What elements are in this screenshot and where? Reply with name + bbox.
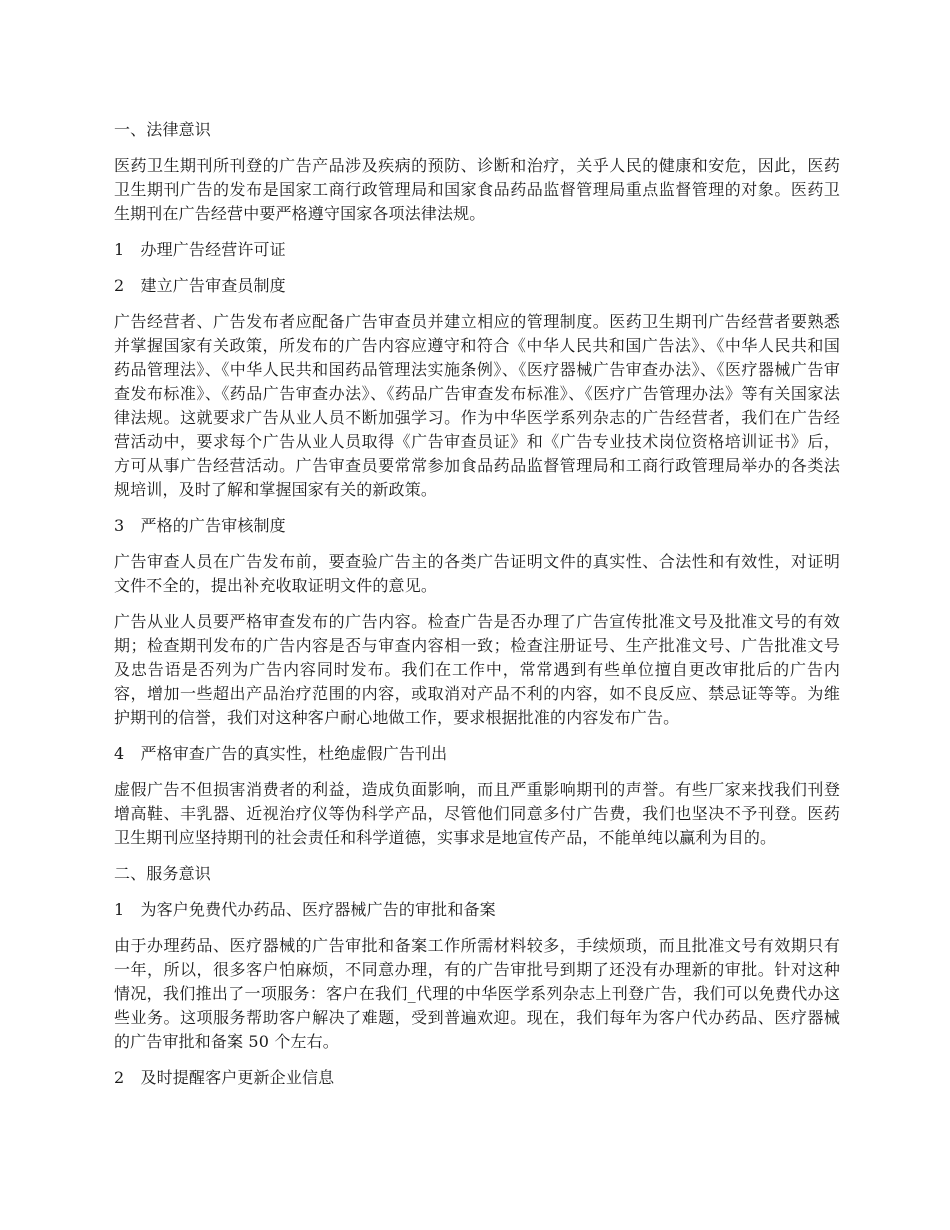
section-heading-service-awareness: 二、服务意识 [114, 864, 211, 883]
subheading-license: 1 办理广告经营许可证 [114, 240, 286, 259]
paragraph-intro: 医药卫生期刊所刊登的广告产品涉及疾病的预防、诊断和治疗，关乎人民的健康和安危，因此，医药卫生期刊广告的发布是国家工商行政管理局和国家食品药品监督管理局重点监督管理的对象。医药卫生期刊在广告经营中要严格遵守国家各项法律法规。 [114, 156, 840, 223]
subheading-review-process: 3 严格的广告审核制度 [114, 516, 286, 535]
subheading-authenticity: 4 严格审查广告的真实性，杜绝虚假广告刊出 [114, 744, 448, 763]
paragraph-free-approval: 由于办理药品、医疗器械的广告审批和备案工作所需材料较多，手续烦琐，而且批准文号有效期只有一年，所以，很多客户怕麻烦，不同意办理，有的广告审批号到期了还没有办理新的审批。针对这种情况，我们推出了一项服务：客户在我们_代理的中华医学系列杂志上刊登广告，我们可以免费代办这些业务。这项服务帮助客户解决了难题，受到普遍欢迎。现在，我们每年为客户代办药品、医疗器械的广告审批和备案 50 个左右。 [114, 936, 840, 1051]
paragraph-reviewer-system: 广告经营者、广告发布者应配备广告审查员并建立相应的管理制度。医药卫生期刊广告经营者要熟悉并掌握国家有关政策，所发布的广告内容应遵守和符合《中华人民共和国广告法》、《中华人民共和国药品管理法》、《中华人民共和国药品管理法实施条例》、《医疗器械广告审查办法》、《医疗器械广告审查发布标准》、《药品广告审查办法》、《药品广告审查发布标准》、《医疗广告管理办法》等有关国家法律法规。这就要求广告从业人员不断加强学习。作为中华医学系列杂志的广告经营者，我们在广告经营活动中，要求每个广告从业人员取得《广告审查员证》和《广告专业技术岗位资格培训证书》后，方可从事广告经营活动。广告审查员要常常参加食品药品监督管理局和工商行政管理局举办的各类法规培训，及时了解和掌握国家有关的新政策。 [114, 312, 840, 499]
section-heading-legal-awareness: 一、法律意识 [114, 120, 211, 139]
paragraph-authenticity: 虚假广告不但损害消费者的利益，造成负面影响，而且严重影响期刊的声誉。有些厂家来找我们刊登增高鞋、丰乳器、近视治疗仪等伪科学产品，尽管他们同意多付广告费，我们也坚决不予刊登。医药卫生期刊应坚持期刊的社会责任和科学道德，实事求是地宣传产品，不能单纯以赢利为目的。 [114, 780, 840, 847]
subheading-free-approval: 1 为客户免费代办药品、医疗器械广告的审批和备案 [114, 900, 496, 919]
document-page [114, 118, 840, 1102]
paragraph-review-content: 广告从业人员要严格审查发布的广告内容。检查广告是否办理了广告宣传批准文号及批准文号的有效期；检查期刊发布的广告内容是否与审查内容相一致；检查注册证号、生产批准文号、广告批准文号及忠告语是否列为广告内容同时发布。我们在工作中，常常遇到有些单位擅自更改审批后的广告内容，增加一些超出产品治疗范围的内容，或取消对产品不利的内容，如不良反应、禁忌证等等。为维护期刊的信誉，我们对这种客户耐心地做工作，要求根据批准的内容发布广告。 [114, 612, 840, 727]
subheading-reviewer-system: 2 建立广告审查员制度 [114, 276, 286, 295]
paragraph-review-documents: 广告审查人员在广告发布前，要查验广告主的各类广告证明文件的真实性、合法性和有效性，对证明文件不全的，提出补充收取证明文件的意见。 [114, 552, 840, 595]
subheading-update-info: 2 及时提醒客户更新企业信息 [114, 1068, 335, 1087]
